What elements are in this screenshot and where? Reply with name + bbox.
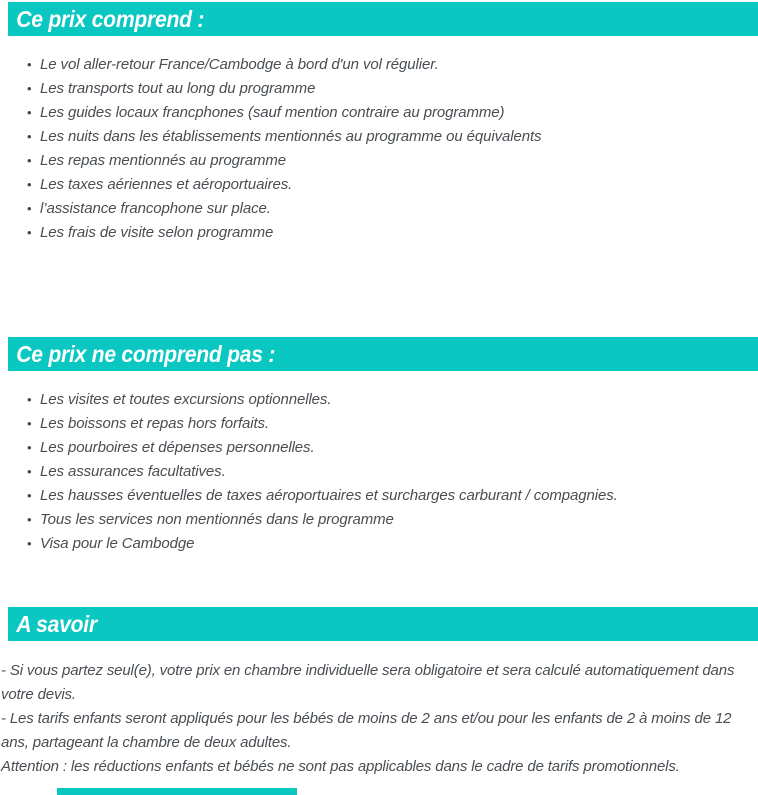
section-title-a-savoir: A savoir	[16, 610, 97, 637]
bullet-icon: •	[27, 57, 32, 72]
list-item	[0, 53, 758, 77]
a-savoir-notes	[1, 659, 756, 779]
list-item	[0, 125, 758, 149]
list-item	[0, 149, 758, 173]
price-excludes-list	[0, 388, 758, 556]
bullet-icon: •	[27, 105, 32, 120]
note-child-rates: - Les tarifs enfants seront appliqués pour les bébés de moins de 2 ans et/ou pour les enfants de 2 à moins de 12 ans, partageant la chambre de deux adultes.	[1, 710, 732, 751]
list-item-text: l’assistance francophone sur place.	[40, 200, 271, 217]
note-single-room: - Si vous partez seul(e), votre prix en chambre individuelle sera obligatoire et sera calculé automatiquement dans votre devis.	[1, 662, 735, 703]
section-header-a-savoir	[8, 607, 758, 641]
list-item-text: Visa pour le Cambodge	[40, 535, 195, 552]
bullet-icon: •	[27, 512, 32, 527]
list-item-text: Les visites et toutes excursions optionnelles.	[40, 391, 332, 408]
bullet-icon: •	[27, 392, 32, 407]
list-item-text: Les assurances facultatives.	[40, 463, 226, 480]
list-item	[0, 388, 758, 412]
bullet-icon: •	[27, 177, 32, 192]
bullet-icon: •	[27, 488, 32, 503]
bullet-icon: •	[27, 440, 32, 455]
list-item	[0, 173, 758, 197]
list-item	[0, 412, 758, 436]
section-header-price-excludes	[8, 337, 758, 371]
section-title-price-excludes: Ce prix ne comprend pas :	[16, 340, 276, 367]
list-item	[0, 77, 758, 101]
list-item	[0, 197, 758, 221]
section-header-price-includes	[8, 2, 758, 36]
list-item	[0, 101, 758, 125]
list-item-text: Les repas mentionnés au programme	[40, 152, 287, 169]
list-item-text: Les nuits dans les établissements mentionnés au programme ou équivalents	[40, 128, 542, 145]
list-item-text: Les guides locaux francphones (sauf mention contraire au programme)	[40, 104, 505, 121]
list-item-text: Les boissons et repas hors forfaits.	[40, 415, 270, 432]
list-item	[0, 460, 758, 484]
list-item	[0, 508, 758, 532]
list-item-text: Le vol aller-retour France/Cambodge à bord d'un vol régulier.	[40, 56, 439, 73]
bullet-icon: •	[27, 129, 32, 144]
bullet-icon: •	[27, 464, 32, 479]
list-item-text: Les frais de visite selon programme	[40, 224, 274, 241]
partial-next-section-bar	[57, 788, 297, 795]
section-title-price-includes: Ce prix comprend :	[16, 5, 205, 32]
list-item	[0, 436, 758, 460]
list-item-text: Les hausses éventuelles de taxes aéroportuaires et surcharges carburant / compagnies.	[40, 487, 618, 504]
list-item	[0, 532, 758, 556]
list-item-text: Les pourboires et dépenses personnelles.	[40, 439, 315, 456]
bullet-icon: •	[27, 81, 32, 96]
list-item-text: Les taxes aériennes et aéroportuaires.	[40, 176, 293, 193]
price-includes-list	[0, 53, 758, 245]
list-item-text: Tous les services non mentionnés dans le programme	[40, 511, 394, 528]
bullet-icon: •	[27, 536, 32, 551]
list-item	[0, 484, 758, 508]
bullet-icon: •	[27, 201, 32, 216]
note-promo-warning: Attention : les réductions enfants et bébés ne sont pas applicables dans le cadre de tarifs promotionnels.	[1, 758, 680, 775]
bullet-icon: •	[27, 416, 32, 431]
bullet-icon: •	[27, 153, 32, 168]
bullet-icon: •	[27, 225, 32, 240]
list-item-text: Les transports tout au long du programme	[40, 80, 316, 97]
list-item	[0, 221, 758, 245]
